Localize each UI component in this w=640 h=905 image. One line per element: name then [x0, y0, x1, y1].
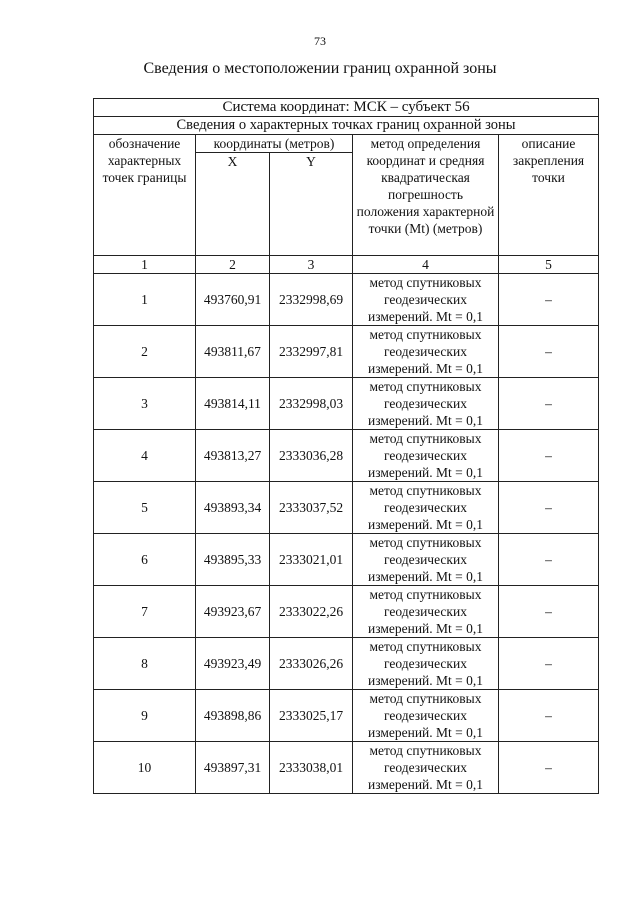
description-cell: –	[499, 742, 599, 794]
method-cell	[353, 274, 499, 326]
coordinate-x-cell: 493895,33	[196, 534, 270, 586]
method-line: метод спутниковых	[369, 275, 482, 290]
method-cell	[353, 534, 499, 586]
method-line: измерений. Mt = 0,1	[367, 777, 484, 792]
header-coordinates: координаты (метров)	[196, 135, 353, 153]
coordinate-y-cell: 2333025,17	[270, 690, 353, 742]
description-cell: –	[499, 690, 599, 742]
table-row	[94, 742, 599, 794]
coordinate-x-cell: 493813,27	[196, 430, 270, 482]
method-line: метод спутниковых	[369, 327, 482, 342]
point-number-cell: 2	[94, 326, 196, 378]
description-cell: –	[499, 482, 599, 534]
method-cell	[353, 378, 499, 430]
method-line: геодезических	[384, 292, 467, 307]
point-number-cell: 7	[94, 586, 196, 638]
table-row	[94, 586, 599, 638]
coordinate-x-cell: 493814,11	[196, 378, 270, 430]
column-number: 2	[196, 256, 270, 274]
coordinate-x-cell: 493898,86	[196, 690, 270, 742]
boundary-points-table	[93, 98, 599, 794]
header-method: метод определения координат и средняя квадратическая погрешность положения характерной точки (Mt) (метров)	[353, 135, 499, 256]
description-cell: –	[499, 430, 599, 482]
method-line: геодезических	[384, 500, 467, 515]
method-line: измерений. Mt = 0,1	[367, 309, 484, 324]
column-numbers-row	[94, 256, 599, 274]
method-line: измерений. Mt = 0,1	[367, 361, 484, 376]
coordinate-y-cell: 2333038,01	[270, 742, 353, 794]
column-number: 1	[94, 256, 196, 274]
method-line: метод спутниковых	[369, 379, 482, 394]
method-line: измерений. Mt = 0,1	[367, 673, 484, 688]
method-line: геодезических	[384, 344, 467, 359]
table-row	[94, 326, 599, 378]
coordinate-system-cell: Система координат: МСК – субъект 56	[94, 99, 599, 117]
method-line: измерений. Mt = 0,1	[367, 569, 484, 584]
coordinate-x-cell: 493893,34	[196, 482, 270, 534]
column-number: 3	[270, 256, 353, 274]
description-cell: –	[499, 326, 599, 378]
coordinate-y-cell: 2332998,69	[270, 274, 353, 326]
method-cell	[353, 586, 499, 638]
method-line: метод спутниковых	[369, 535, 482, 550]
method-cell	[353, 742, 499, 794]
table-row	[94, 378, 599, 430]
coordinate-y-cell: 2333021,01	[270, 534, 353, 586]
description-cell: –	[499, 378, 599, 430]
coordinate-x-cell: 493811,67	[196, 326, 270, 378]
description-cell: –	[499, 274, 599, 326]
method-line: метод спутниковых	[369, 587, 482, 602]
page-number: 73	[314, 34, 326, 48]
coordinate-x-cell: 493760,91	[196, 274, 270, 326]
description-cell: –	[499, 638, 599, 690]
method-line: измерений. Mt = 0,1	[367, 725, 484, 740]
coordinate-y-cell: 2333037,52	[270, 482, 353, 534]
description-cell: –	[499, 534, 599, 586]
method-line: измерений. Mt = 0,1	[367, 465, 484, 480]
table-row	[94, 534, 599, 586]
column-number: 5	[499, 256, 599, 274]
header-y: Y	[270, 153, 353, 256]
coordinate-system-row	[94, 99, 599, 117]
header-x: X	[196, 153, 270, 256]
method-line: геодезических	[384, 448, 467, 463]
method-cell	[353, 326, 499, 378]
column-number: 4	[353, 256, 499, 274]
method-cell	[353, 638, 499, 690]
coordinate-y-cell: 2333036,28	[270, 430, 353, 482]
table-row	[94, 638, 599, 690]
point-number-cell: 3	[94, 378, 196, 430]
point-number-cell: 10	[94, 742, 196, 794]
method-cell	[353, 690, 499, 742]
method-line: измерений. Mt = 0,1	[367, 413, 484, 428]
document-title: Сведения о местоположении границ охранной зоны	[143, 60, 497, 77]
method-line: метод спутниковых	[369, 483, 482, 498]
method-cell	[353, 482, 499, 534]
coordinate-y-cell: 2333026,26	[270, 638, 353, 690]
method-line: метод спутниковых	[369, 639, 482, 654]
coordinate-y-cell: 2332998,03	[270, 378, 353, 430]
method-line: геодезических	[384, 604, 467, 619]
method-line: геодезических	[384, 396, 467, 411]
method-cell	[353, 430, 499, 482]
method-line: геодезических	[384, 760, 467, 775]
points-caption-cell: Сведения о характерных точках границ охранной зоны	[94, 117, 599, 135]
coordinate-x-cell: 493923,49	[196, 638, 270, 690]
header-row	[94, 135, 599, 153]
coordinate-x-cell: 493897,31	[196, 742, 270, 794]
method-line: измерений. Mt = 0,1	[367, 517, 484, 532]
table-row	[94, 430, 599, 482]
points-caption-row	[94, 117, 599, 135]
method-line: метод спутниковых	[369, 431, 482, 446]
method-line: метод спутниковых	[369, 743, 482, 758]
coordinate-y-cell: 2332997,81	[270, 326, 353, 378]
header-designation: обозначение характерных точек границы	[94, 135, 196, 256]
method-line: измерений. Mt = 0,1	[367, 621, 484, 636]
table-row	[94, 482, 599, 534]
coordinate-x-cell: 493923,67	[196, 586, 270, 638]
table-row	[94, 274, 599, 326]
point-number-cell: 1	[94, 274, 196, 326]
coordinate-y-cell: 2333022,26	[270, 586, 353, 638]
header-description: описание закрепления точки	[499, 135, 599, 256]
description-cell: –	[499, 586, 599, 638]
method-line: геодезических	[384, 708, 467, 723]
point-number-cell: 8	[94, 638, 196, 690]
point-number-cell: 5	[94, 482, 196, 534]
point-number-cell: 4	[94, 430, 196, 482]
point-number-cell: 6	[94, 534, 196, 586]
method-line: геодезических	[384, 656, 467, 671]
method-line: метод спутниковых	[369, 691, 482, 706]
table-row	[94, 690, 599, 742]
point-number-cell: 9	[94, 690, 196, 742]
method-line: геодезических	[384, 552, 467, 567]
